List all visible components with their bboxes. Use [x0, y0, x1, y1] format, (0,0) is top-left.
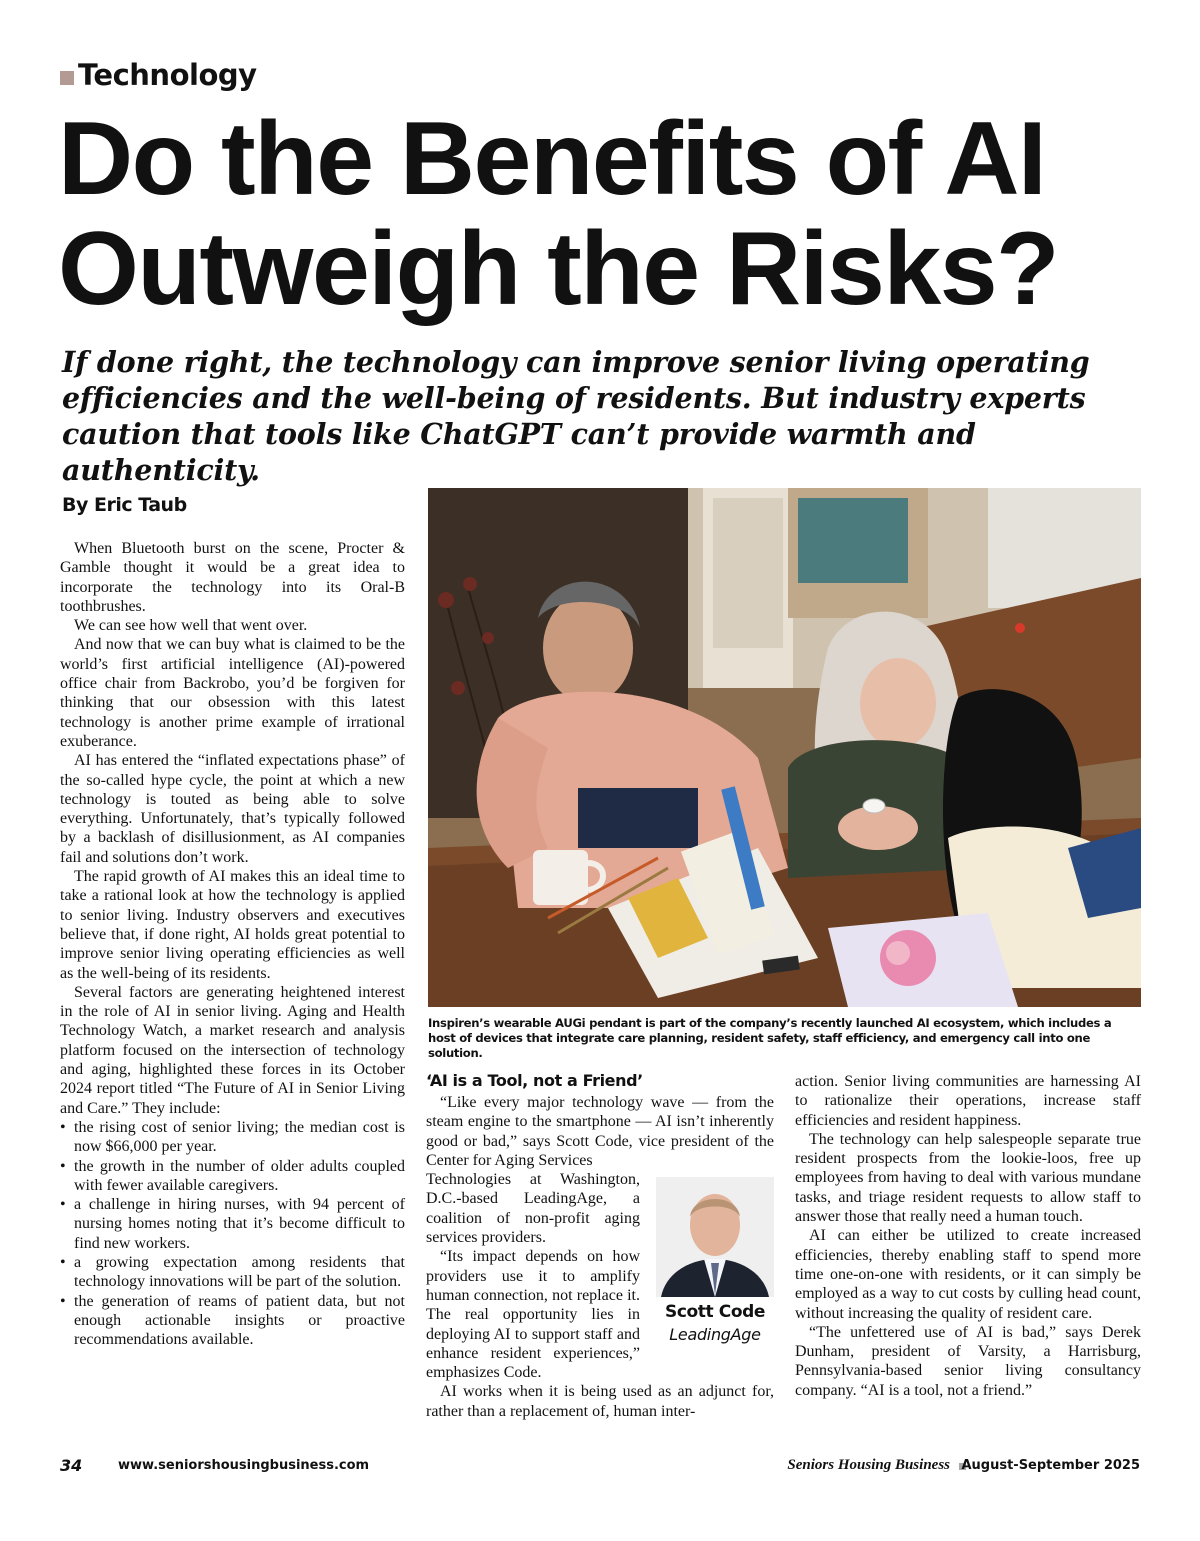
paragraph: Several factors are generating heightened interest in the role of AI in senior living. Aging and Health Technology Watch, a market research and analysis platform focused on the intersection of technology and aging, highlighted these forces in its October 2024 report titled “The Future of AI in Senior Living and Care.” They include:	[60, 983, 405, 1117]
paragraph: The rapid growth of AI makes this an ideal time to take a rational look at how the technology is applied to senior living. Industry observers and executives believe that, if done right, AI holds great potential to improve senior living operating efficiencies as well as the well-being of its residents.	[60, 868, 405, 982]
article-column-1	[60, 539, 405, 1349]
paragraph: “Its impact depends on how providers use it to amplify human connection, not replace it. The real opportunity lies in deploying AI to support staff and enhance resident experiences,” emphasizes Code.	[426, 1248, 640, 1382]
list-item: • the growth in the number of older adults coupled with fewer available caregivers.	[60, 1157, 405, 1196]
paragraph: action. Senior living communities are harnessing AI to rationalize their operations, increase staff efficiencies and resident happiness.	[795, 1073, 1141, 1129]
paragraph: And now that we can buy what is claimed to be the world’s first artificial intelligence (AI)-powered office chair from Backrobo, you’d be forgiven for thinking that our obsession with this latest technology is another prime example of irrational exuberance.	[60, 636, 405, 750]
headline-line-1: Do the Benefits of AI	[58, 101, 1046, 217]
paragraph: “Like every major technology wave — from the steam engine to the smartphone — AI isn’t inherently good or bad,” says Scott Code, vice president of the Center for Aging Services	[426, 1094, 774, 1169]
footer-url[interactable]: www.seniorshousingbusiness.com	[118, 1458, 370, 1473]
section-label	[60, 56, 257, 94]
paragraph: Technologies at Washington, D.C.-based LeadingAge, a coalition of non-profit aging services providers.	[426, 1171, 640, 1247]
issue-date: August-September 2025	[961, 1458, 1140, 1473]
list-item: • a challenge in hiring nurses, with 94 percent of nursing homes noting that it’s become difficult to find new workers.	[60, 1195, 405, 1253]
paragraph: When Bluetooth burst on the scene, Procter & Gamble thought it would be a great idea to incorporate the technology into its Oral-B toothbrushes.	[60, 540, 405, 615]
list-item: • the generation of reams of patient data, but not enough actionable insights or proactive recommendations available.	[60, 1292, 405, 1350]
paragraph: AI can either be utilized to create increased efficiencies, thereby enabling staff to spend more time one-on-one with residents, or it can simply be employed as a way to cut costs by culling head count, without increasing the quality of resident care.	[795, 1227, 1141, 1322]
paragraph: The technology can help salespeople separate true resident prospects from the lookie-loos, free up employees from having to deal with various mundane tasks, and triage resident requests to allow staff to answer those that really need a human touch.	[795, 1130, 1141, 1226]
photo-illustration	[428, 488, 1141, 1007]
headline	[58, 101, 1168, 327]
headshot-illustration	[656, 1177, 774, 1297]
section-subhead: ‘AI is a Tool, not a Friend’	[426, 1071, 643, 1090]
wrapped-text-block	[426, 1170, 640, 1382]
paragraph: AI works when it is being used as an adjunct for, rather than a replacement of, human inter-	[426, 1383, 774, 1420]
photo-caption: Inspiren’s wearable AUGi pendant is part of the company’s recently launched AI ecosystem, which includes a host of devices that integrate care planning, resident safety, staff efficiency, and emergency call into one solution.	[428, 1016, 1112, 1060]
deck: If done right, the technology can improve senior living operating efficiencies and the well-being of residents. But industry experts caution that tools like ChatGPT can’t provide warmth and authenticity.	[62, 345, 1090, 487]
paragraph: “The unfettered use of AI is bad,” says Derek Dunham, president of Varsity, a Harrisburg, Pennsylvania-based senior living consultancy company. “AI is a tool, not a friend.”	[795, 1323, 1141, 1399]
section-label-text: Technology	[78, 58, 257, 92]
paragraph: AI has entered the “inflated expectations phase” of the so-called hype cycle, the point at which a new technology is touted as being able to solve everything. Unfortunately, that’s typically followed by a backlash of disillusionment, as AI companies fail and solutions don’t work.	[60, 752, 405, 866]
headshot-name: Scott Code	[664, 1302, 766, 1322]
list-item: • a growing expectation among residents that technology innovations will be part of the solution.	[60, 1253, 405, 1292]
paragraph: We can see how well that went over.	[74, 617, 308, 635]
section-square-icon	[60, 71, 74, 85]
byline: By Eric Taub	[62, 494, 187, 516]
headshot-photo	[656, 1177, 774, 1297]
publication-name: Seniors Housing Business	[787, 1457, 950, 1473]
article-column-3	[795, 1072, 1141, 1400]
page-number: 34	[60, 1456, 83, 1475]
page-footer	[0, 1456, 1200, 1480]
headshot-org: LeadingAge	[669, 1325, 761, 1344]
factor-list	[60, 1118, 405, 1350]
list-item: • the rising cost of senior living; the median cost is now $66,000 per year.	[60, 1118, 405, 1157]
headline-line-2: Outweigh the Risks?	[58, 211, 1059, 327]
article-photo	[428, 488, 1141, 1007]
